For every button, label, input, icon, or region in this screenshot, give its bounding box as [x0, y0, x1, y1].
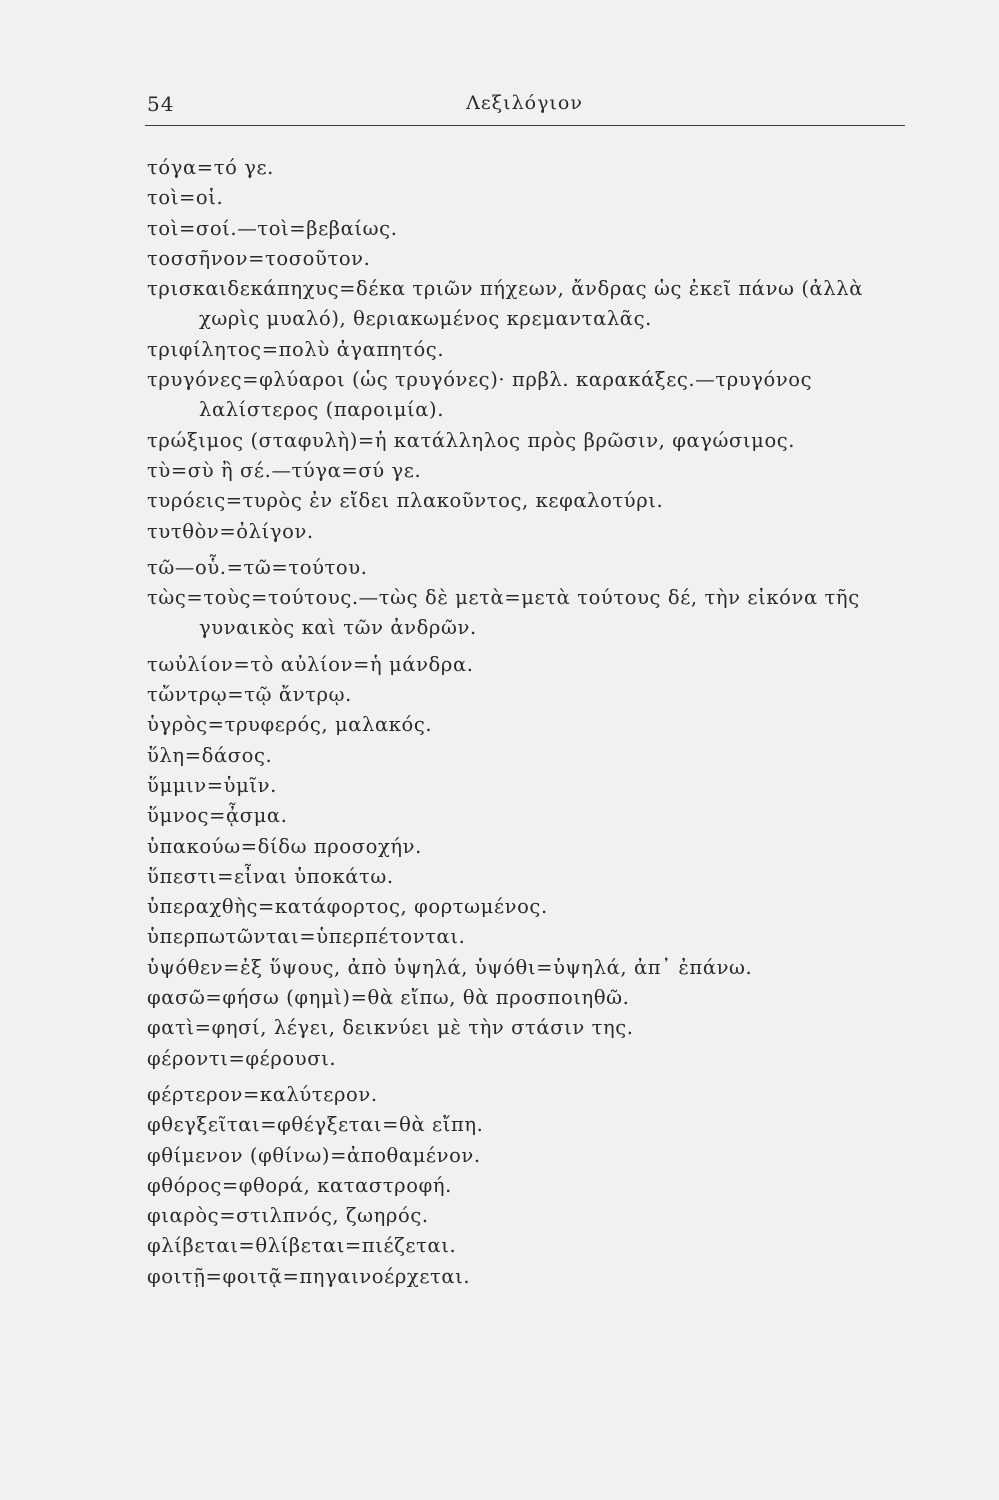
glossary-entry: τριφίλητος=πολὺ ἀγαπητός. [147, 337, 445, 361]
glossary-entry: ὕπεστι=εἶναι ὑποκάτω. [147, 864, 394, 888]
glossary-entry: ὑπερπωτῶνται=ὑπερπέτονται. [147, 925, 466, 949]
glossary-entry: τόγα=τό γε. [147, 156, 274, 179]
glossary-entry: φέρτερον=καλύτερον. [147, 1082, 378, 1106]
glossary-entry: τῶ—οὗ.=τῶ=τούτου. [147, 555, 368, 579]
glossary-entry: τρυγόνες=φλύαροι (ὡς τρυγόνες)· πρβλ. καρακάξες.—τρυγόνος λαλίστερος (παροιμία). [147, 368, 813, 422]
glossary-entry: φιαρὸς=στιλπνός, ζωηρός. [147, 1204, 429, 1228]
glossary-entry: τὤντρῳ=τῷ ἄντρῳ. [147, 683, 352, 707]
glossary-entry: τοὶ=σοί.—τοὶ=βεβαίως. [147, 216, 398, 240]
glossary-entry: φέροντι=φέρουσι. [147, 1046, 337, 1070]
glossary-entry: ὕμνος=ᾆσμα. [147, 804, 288, 828]
glossary-entry: τυτθὸν=ὀλίγον. [147, 519, 314, 543]
header-rule [145, 125, 905, 126]
glossary-entry: ὑπεραχθὴς=κατάφορτος, φορτωμένος. [147, 895, 548, 919]
glossary-entry: τὺ=σὺ ἢ σέ.—τύγα=σύ γε. [147, 458, 422, 482]
glossary-entry: τυρόεις=τυρὸς ἐν εἴδει πλακοῦντος, κεφαλοτύρι. [147, 489, 664, 513]
glossary-entry: τὼς=τοὺς=τούτους.—τὼς δὲ μετὰ=μετὰ τούτους δέ, τὴν εἰκόνα τῆς γυναικὸς καὶ τῶν ἀνδρῶν. [147, 586, 860, 640]
glossary-entry: φθόρος=φθορά, καταστροφή. [147, 1173, 452, 1197]
glossary-entry: φοιτῇ=φοιτᾷ=πηγαινοέρχεται. [147, 1264, 471, 1288]
glossary-entry: ὑγρὸς=τρυφερός, μαλακός. [147, 713, 433, 737]
glossary-entry: φθεγξεῖται=φθέγξεται=θὰ εἴπη. [147, 1113, 484, 1137]
glossary-entry: φασῶ=φήσω (φημὶ)=θὰ εἴπω, θὰ προσποιηθῶ. [147, 986, 630, 1010]
glossary-entry: τρισκαιδεκάπηχυς=δέκα τριῶν πήχεων, ἄνδρας ὡς ἐκεῖ πάνω (ἀλλὰ χωρὶς μυαλό), θεριακωμένος κρεμανταλᾶς. [147, 277, 863, 331]
running-title: Λεξιλόγιον [466, 92, 583, 114]
glossary-entry: τοσσῆνον=τοσοῦτον. [147, 246, 371, 270]
glossary-entry: τρώξιμος (σταφυλὴ)=ἡ κατάλληλος πρὸς βρῶσιν, φαγώσιμος. [147, 428, 796, 452]
glossary-entry: φθίμενον (φθίνω)=ἀποθαμένον. [147, 1143, 481, 1167]
glossary-entry: φατὶ=φησί, λέγει, δεικνύει μὲ τὴν στάσιν της. [147, 1016, 634, 1040]
glossary-entry: ὑπακούω=δίδω προσοχήν. [147, 834, 422, 858]
glossary-entry: ὑψόθεν=ἐξ ὕψους, ἀπὸ ὑψηλά, ὑψόθι=ὑψηλά, ἀπ᾽ ἐπάνω. [147, 955, 753, 979]
glossary-list [147, 153, 907, 1292]
glossary-entry: ὕμμιν=ὑμῖν. [147, 773, 277, 797]
page-header [147, 92, 902, 122]
page-number: 54 [147, 92, 175, 116]
glossary-entry: φλίβεται=θλίβεται=πιέζεται. [147, 1234, 457, 1258]
glossary-entry: ὕλη=δάσος. [147, 743, 273, 767]
glossary-entry: τωὐλίον=τὸ αὐλίον=ἡ μάνδρα. [147, 652, 474, 676]
glossary-entry: τοὶ=οἱ. [147, 186, 224, 210]
